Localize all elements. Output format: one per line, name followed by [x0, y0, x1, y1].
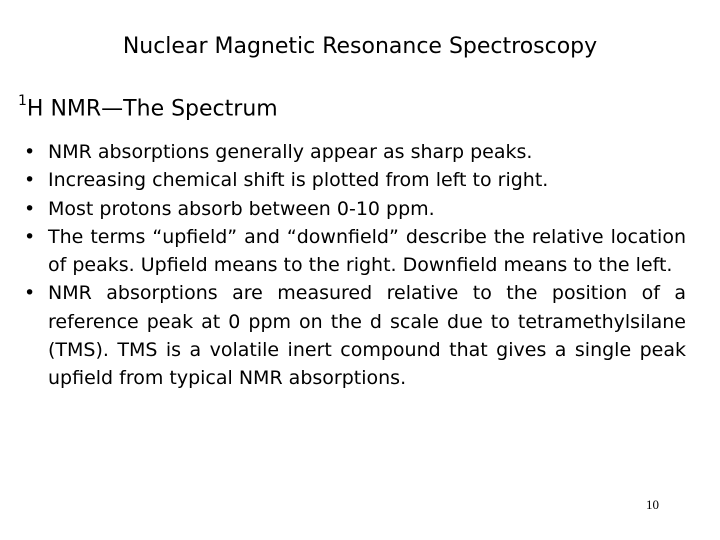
- bullet-dot: •: [24, 197, 36, 220]
- bullet-text: Increasing chemical shift is plotted from left to right.: [48, 169, 549, 192]
- bullet-dot: •: [24, 225, 36, 248]
- bullet-text: Most protons absorb between 0-10 ppm.: [48, 197, 435, 220]
- bullet-text: NMR absorptions are measured relative to the position of a reference peak at 0 ppm on the d scale due to tetramethylsilane (TMS). TMS is a volatile inert compound that gives a single peak upfield from typical NMR absorptions.: [48, 282, 686, 390]
- bullet-dot: •: [24, 169, 36, 192]
- slide-subtitle: [18, 88, 278, 124]
- bullet-dot: •: [24, 282, 36, 305]
- subtitle-superscript: 1: [18, 93, 27, 109]
- bullet-list: [22, 138, 686, 393]
- bullet-item: [22, 166, 686, 194]
- bullet-item: [22, 279, 686, 392]
- subtitle-text: H NMR—The Spectrum: [26, 96, 278, 122]
- bullet-item: [22, 223, 686, 280]
- page-number: 10: [646, 497, 659, 512]
- bullet-text: NMR absorptions generally appear as sharp peaks.: [48, 141, 533, 163]
- slide-title: Nuclear Magnetic Resonance Spectroscopy: [122, 34, 598, 59]
- bullet-item: [22, 195, 686, 223]
- bullet-text: The terms “upfield” and “downfield” describe the relative location of peaks. Upfield means to the right. Downfield means to the left.: [48, 225, 686, 277]
- bullet-dot: •: [24, 141, 36, 163]
- bullet-item: [22, 138, 686, 166]
